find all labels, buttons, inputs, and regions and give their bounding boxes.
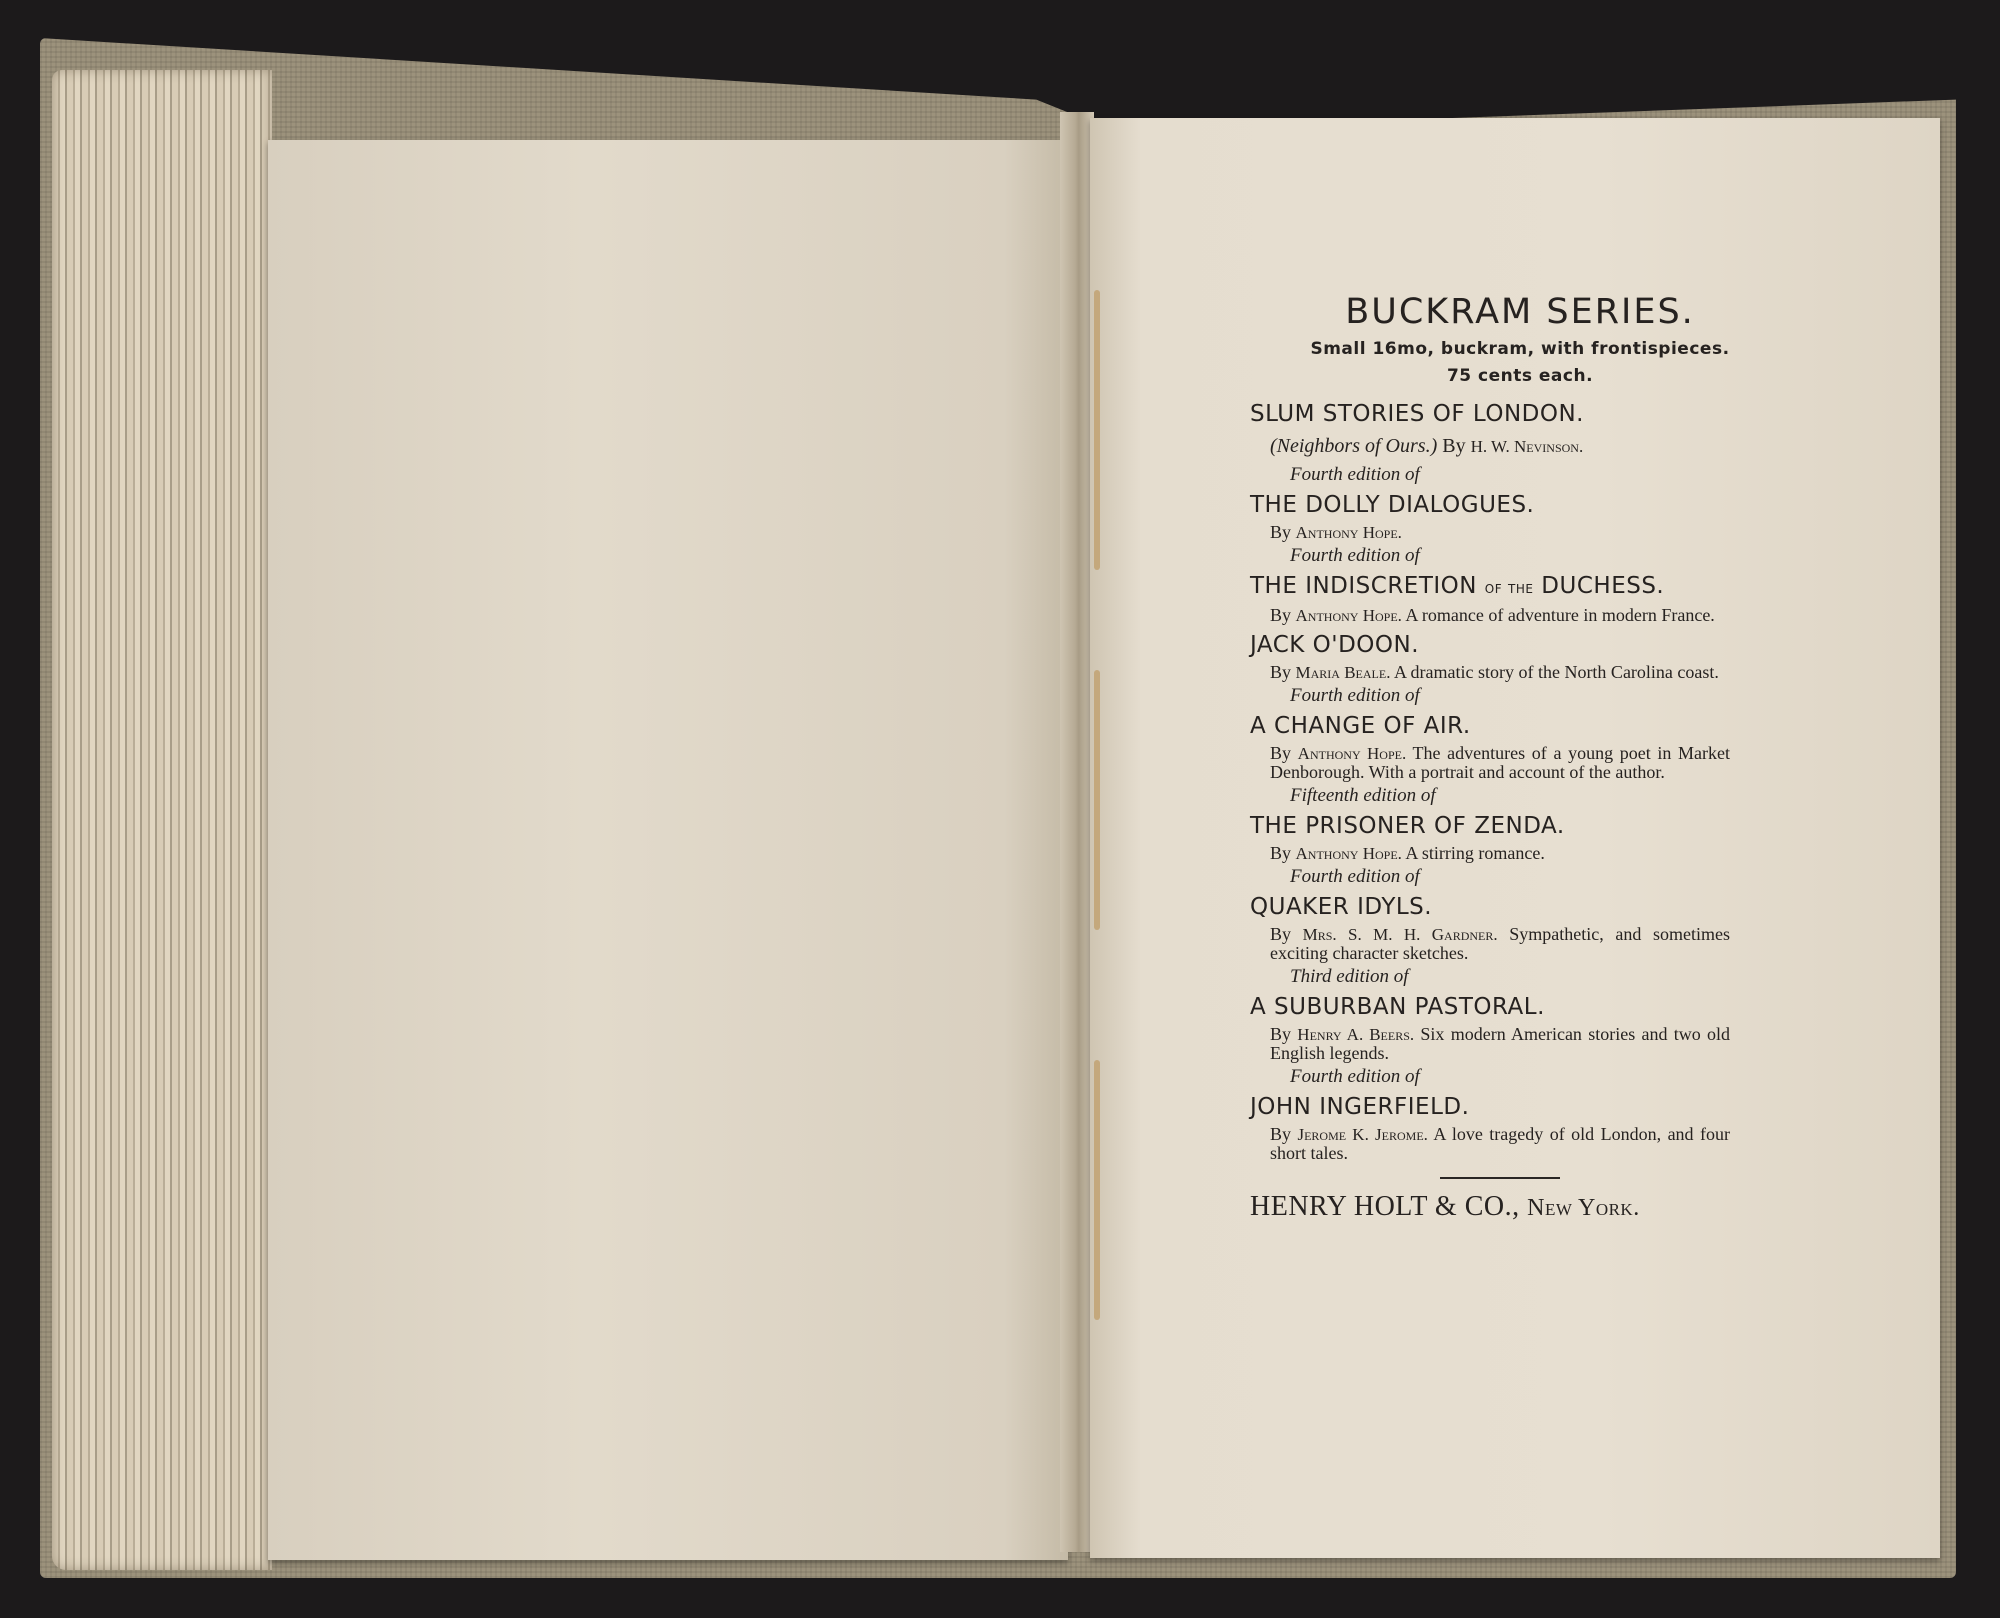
edition-note: Fourth edition of (1290, 545, 1420, 566)
edition-note: Third edition of (1290, 966, 1409, 987)
page-edges (52, 70, 272, 1570)
author-prefix: By (1270, 1024, 1292, 1044)
book-description: A dramatic story of the North Carolina coast. (1393, 662, 1719, 682)
book-description: A stirring romance. (1405, 843, 1545, 863)
book-byline (1270, 925, 1730, 963)
author-name: Henry A. Beers. (1297, 1025, 1415, 1044)
author-prefix: By (1270, 662, 1292, 682)
publisher-line (1250, 1189, 1730, 1226)
divider-rule (1440, 1177, 1560, 1179)
book-byline (1270, 432, 1730, 461)
edition-note: Fifteenth edition of (1290, 785, 1436, 806)
binding-thread (1094, 290, 1100, 570)
series-price: 75 cents each. (1446, 366, 1594, 386)
author-prefix: By (1270, 605, 1292, 625)
publisher-city: New York. (1527, 1195, 1640, 1221)
author-name: H. W. Nevinson. (1470, 437, 1584, 456)
binding-thread (1094, 1060, 1100, 1320)
book-entry (1250, 684, 1730, 782)
author-name: Anthony Hope. (1295, 523, 1402, 542)
author-prefix: By (1270, 522, 1292, 542)
book-description: A love tragedy of old London, and four short tales. (1270, 1124, 1731, 1163)
book-title: A CHANGE OF AIR. (1250, 713, 1471, 739)
book-description: The adventures of a young poet in Market Denborough. With a portrait and account of the author. (1270, 743, 1731, 782)
book-entry (1250, 544, 1730, 625)
author-name: Maria Beale. (1295, 663, 1391, 682)
publisher-name: HENRY HOLT & CO., (1250, 1191, 1520, 1222)
book-entry (1250, 1065, 1730, 1163)
author-prefix: By (1442, 435, 1466, 457)
book-title: JACK O'DOON. (1250, 632, 1420, 658)
author-name: Anthony Hope. (1295, 844, 1402, 863)
advertisement-block (1250, 292, 1730, 1226)
book-entry (1250, 627, 1730, 682)
author-name: Anthony Hope. (1297, 744, 1407, 763)
left-page-blank (268, 140, 1068, 1560)
author-prefix: By (1270, 843, 1292, 863)
binding-thread (1094, 670, 1100, 930)
book-title: A SUBURBAN PASTORAL. (1250, 994, 1545, 1020)
book-byline (1270, 844, 1730, 863)
book-description: Sympathetic, and sometimes exciting character sketches. (1270, 924, 1730, 963)
book-entry (1250, 865, 1730, 963)
book-subtitle: (Neighbors of Ours.) (1270, 435, 1438, 457)
author-name: Mrs. S. M. H. Gardner. (1302, 925, 1498, 944)
author-name: Anthony Hope. (1295, 606, 1402, 625)
book-title (1250, 568, 1730, 606)
author-prefix: By (1270, 924, 1292, 944)
edition-note: Fourth edition of (1290, 866, 1420, 887)
book-description: A romance of adventure in modern France. (1405, 605, 1715, 625)
book-title: JOHN INGERFIELD. (1250, 1094, 1470, 1120)
book-description: Six modern American stories and two old English legends. (1270, 1024, 1731, 1063)
series-title: BUCKRAM SERIES. (1345, 292, 1695, 332)
edition-note: Fourth edition of (1290, 464, 1420, 485)
book-byline (1270, 523, 1730, 542)
author-prefix: By (1270, 743, 1292, 763)
book-title: QUAKER IDYLS. (1250, 894, 1433, 920)
edition-note: Fourth edition of (1290, 685, 1420, 706)
series-format: Small 16mo, buckram, with frontispieces. (1310, 339, 1730, 359)
book-title-small: of the (1484, 578, 1534, 598)
book-title: THE DOLLY DIALOGUES. (1250, 492, 1535, 518)
book-byline (1270, 663, 1730, 682)
book-title: SLUM STORIES OF LONDON. (1250, 401, 1584, 427)
book-title-main: THE INDISCRETION (1250, 573, 1477, 599)
book-title: THE PRISONER OF ZENDA. (1250, 813, 1565, 839)
book-entry (1250, 784, 1730, 863)
book-byline (1270, 744, 1730, 782)
edition-note: Fourth edition of (1290, 1066, 1420, 1087)
book-byline (1270, 1125, 1730, 1163)
book-entry (1250, 396, 1730, 461)
book-byline (1270, 1025, 1730, 1063)
book-byline (1270, 606, 1730, 625)
book-gutter (1060, 112, 1094, 1552)
book-entry (1250, 463, 1730, 542)
book-entry (1250, 965, 1730, 1063)
book-title-end: DUCHESS. (1541, 573, 1665, 599)
author-prefix: By (1270, 1124, 1292, 1144)
author-name: Jerome K. Jerome. (1297, 1125, 1428, 1144)
